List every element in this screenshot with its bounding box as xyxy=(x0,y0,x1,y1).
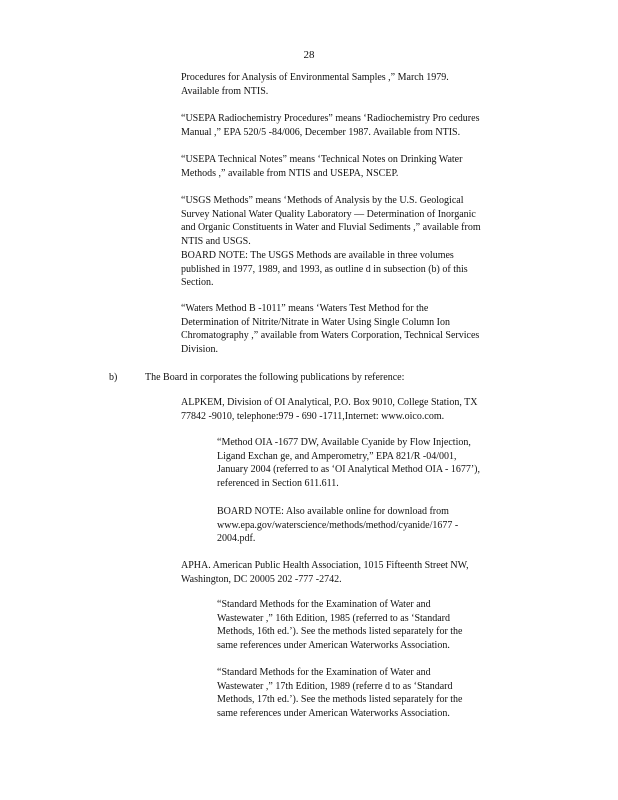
text-line: “USEPA Technical Notes” means ‘Technical Notes on Drinking Water xyxy=(181,154,463,165)
method-oia-1677-entry xyxy=(217,436,517,491)
usgs-methods-paragraph xyxy=(181,194,533,290)
text-line: NTIS and USGS. xyxy=(181,236,251,248)
text-line: Section. xyxy=(181,277,214,289)
url-line: www.epa.gov/waterscience/methods/method/cyanide/1677 - xyxy=(217,519,459,531)
text-line: Methods, 16th ed.’). See the methods listed separately for the xyxy=(217,626,463,638)
text-line: and Organic Constituents in Water and Fluvial Sediments ,” available from xyxy=(181,222,481,234)
apha-entry xyxy=(181,559,538,586)
text-line: Methods, 17th ed.’). See the methods listed separately for the xyxy=(217,694,463,706)
page-number: 28 xyxy=(303,49,315,61)
text-line: Division. xyxy=(181,344,218,356)
board-note-line: BOARD NOTE: The USGS Methods are available in three volumes xyxy=(181,249,454,261)
standard-methods-16-entry xyxy=(217,598,517,653)
text-line: Available from NTIS. xyxy=(181,85,269,97)
text-line: Determination of Nitrite/Nitrate in Water Using Single Column Ion xyxy=(181,316,450,328)
text-line: Methods ,” available from NTIS and USEPA, NSCEP. xyxy=(181,167,399,179)
usepa-radiochemistry-paragraph xyxy=(181,112,533,139)
text-line: ALPKEM, Division of OI Analytical, P.O. Box 9010, College Station, TX xyxy=(181,397,478,408)
text-line: Survey National Water Quality Laboratory — Determination of Inorganic xyxy=(181,208,476,220)
text-line: Wastewater ,” 17th Edition, 1989 (referre d to as ‘Standard xyxy=(217,680,453,692)
text-line: “Standard Methods for the Examination of Water and xyxy=(217,667,431,678)
text-line: Ligand Exchan ge, and Amperometry,” EPA 821/R -04/001, xyxy=(217,450,457,462)
text-line: “USGS Methods” means ‘Methods of Analysis by the U.S. Geological xyxy=(181,195,464,206)
subsection-b-marker: b) xyxy=(109,372,118,383)
text-line: BOARD NOTE: Also available online for download from xyxy=(217,506,449,517)
text-line: “Method OIA -1677 DW, Available Cyanide by Flow Injection, xyxy=(217,437,471,448)
standard-methods-17-entry xyxy=(217,666,517,721)
usepa-technical-notes-paragraph xyxy=(181,153,533,180)
text-line: referenced in Section 611.611. xyxy=(217,478,339,490)
text-line: “Standard Methods for the Examination of Water and xyxy=(217,599,431,610)
text-line: published in 1977, 1989, and 1993, as outline d in subsection (b) of this xyxy=(181,263,468,275)
text-line: Washington, DC 20005 202 -777 -2742. xyxy=(181,573,342,585)
text-line: Wastewater ,” 16th Edition, 1985 (referred to as ‘Standard xyxy=(217,612,451,624)
text-line: January 2004 (referred to as ‘OI Analytical Method OIA - 1677’), xyxy=(217,464,480,476)
alpkem-entry xyxy=(181,396,538,423)
url-line: 2004.pdf. xyxy=(217,533,256,545)
text-line: Manual ,” EPA 520/5 -84/006, December 1987. Available from NTIS. xyxy=(181,126,461,138)
procedures-continued-paragraph xyxy=(181,71,533,98)
subsection-b-text: The Board in corporates the following publications by reference: xyxy=(145,372,405,383)
text-line: APHA. American Public Health Association, 1015 Fifteenth Street NW, xyxy=(181,560,469,571)
waters-method-paragraph xyxy=(181,302,533,357)
board-note-online-entry xyxy=(217,505,517,546)
text-line: same references under American Waterworks Association. xyxy=(217,708,450,720)
text-line: same references under American Waterworks Association. xyxy=(217,640,450,652)
text-line: 77842 -9010, telephone:979 - 690 -1711,Internet: www.oico.com. xyxy=(181,410,445,422)
text-line: Chromatography ,” available from Waters Corporation, Technical Services xyxy=(181,330,480,342)
text-line: “Waters Method B -1011” means ‘Waters Test Method for the xyxy=(181,303,429,314)
text-line: “USEPA Radiochemistry Procedures” means ‘Radiochemistry Pro cedures xyxy=(181,113,480,124)
text-line: Procedures for Analysis of Environmental Samples ,” March 1979. xyxy=(181,72,449,83)
